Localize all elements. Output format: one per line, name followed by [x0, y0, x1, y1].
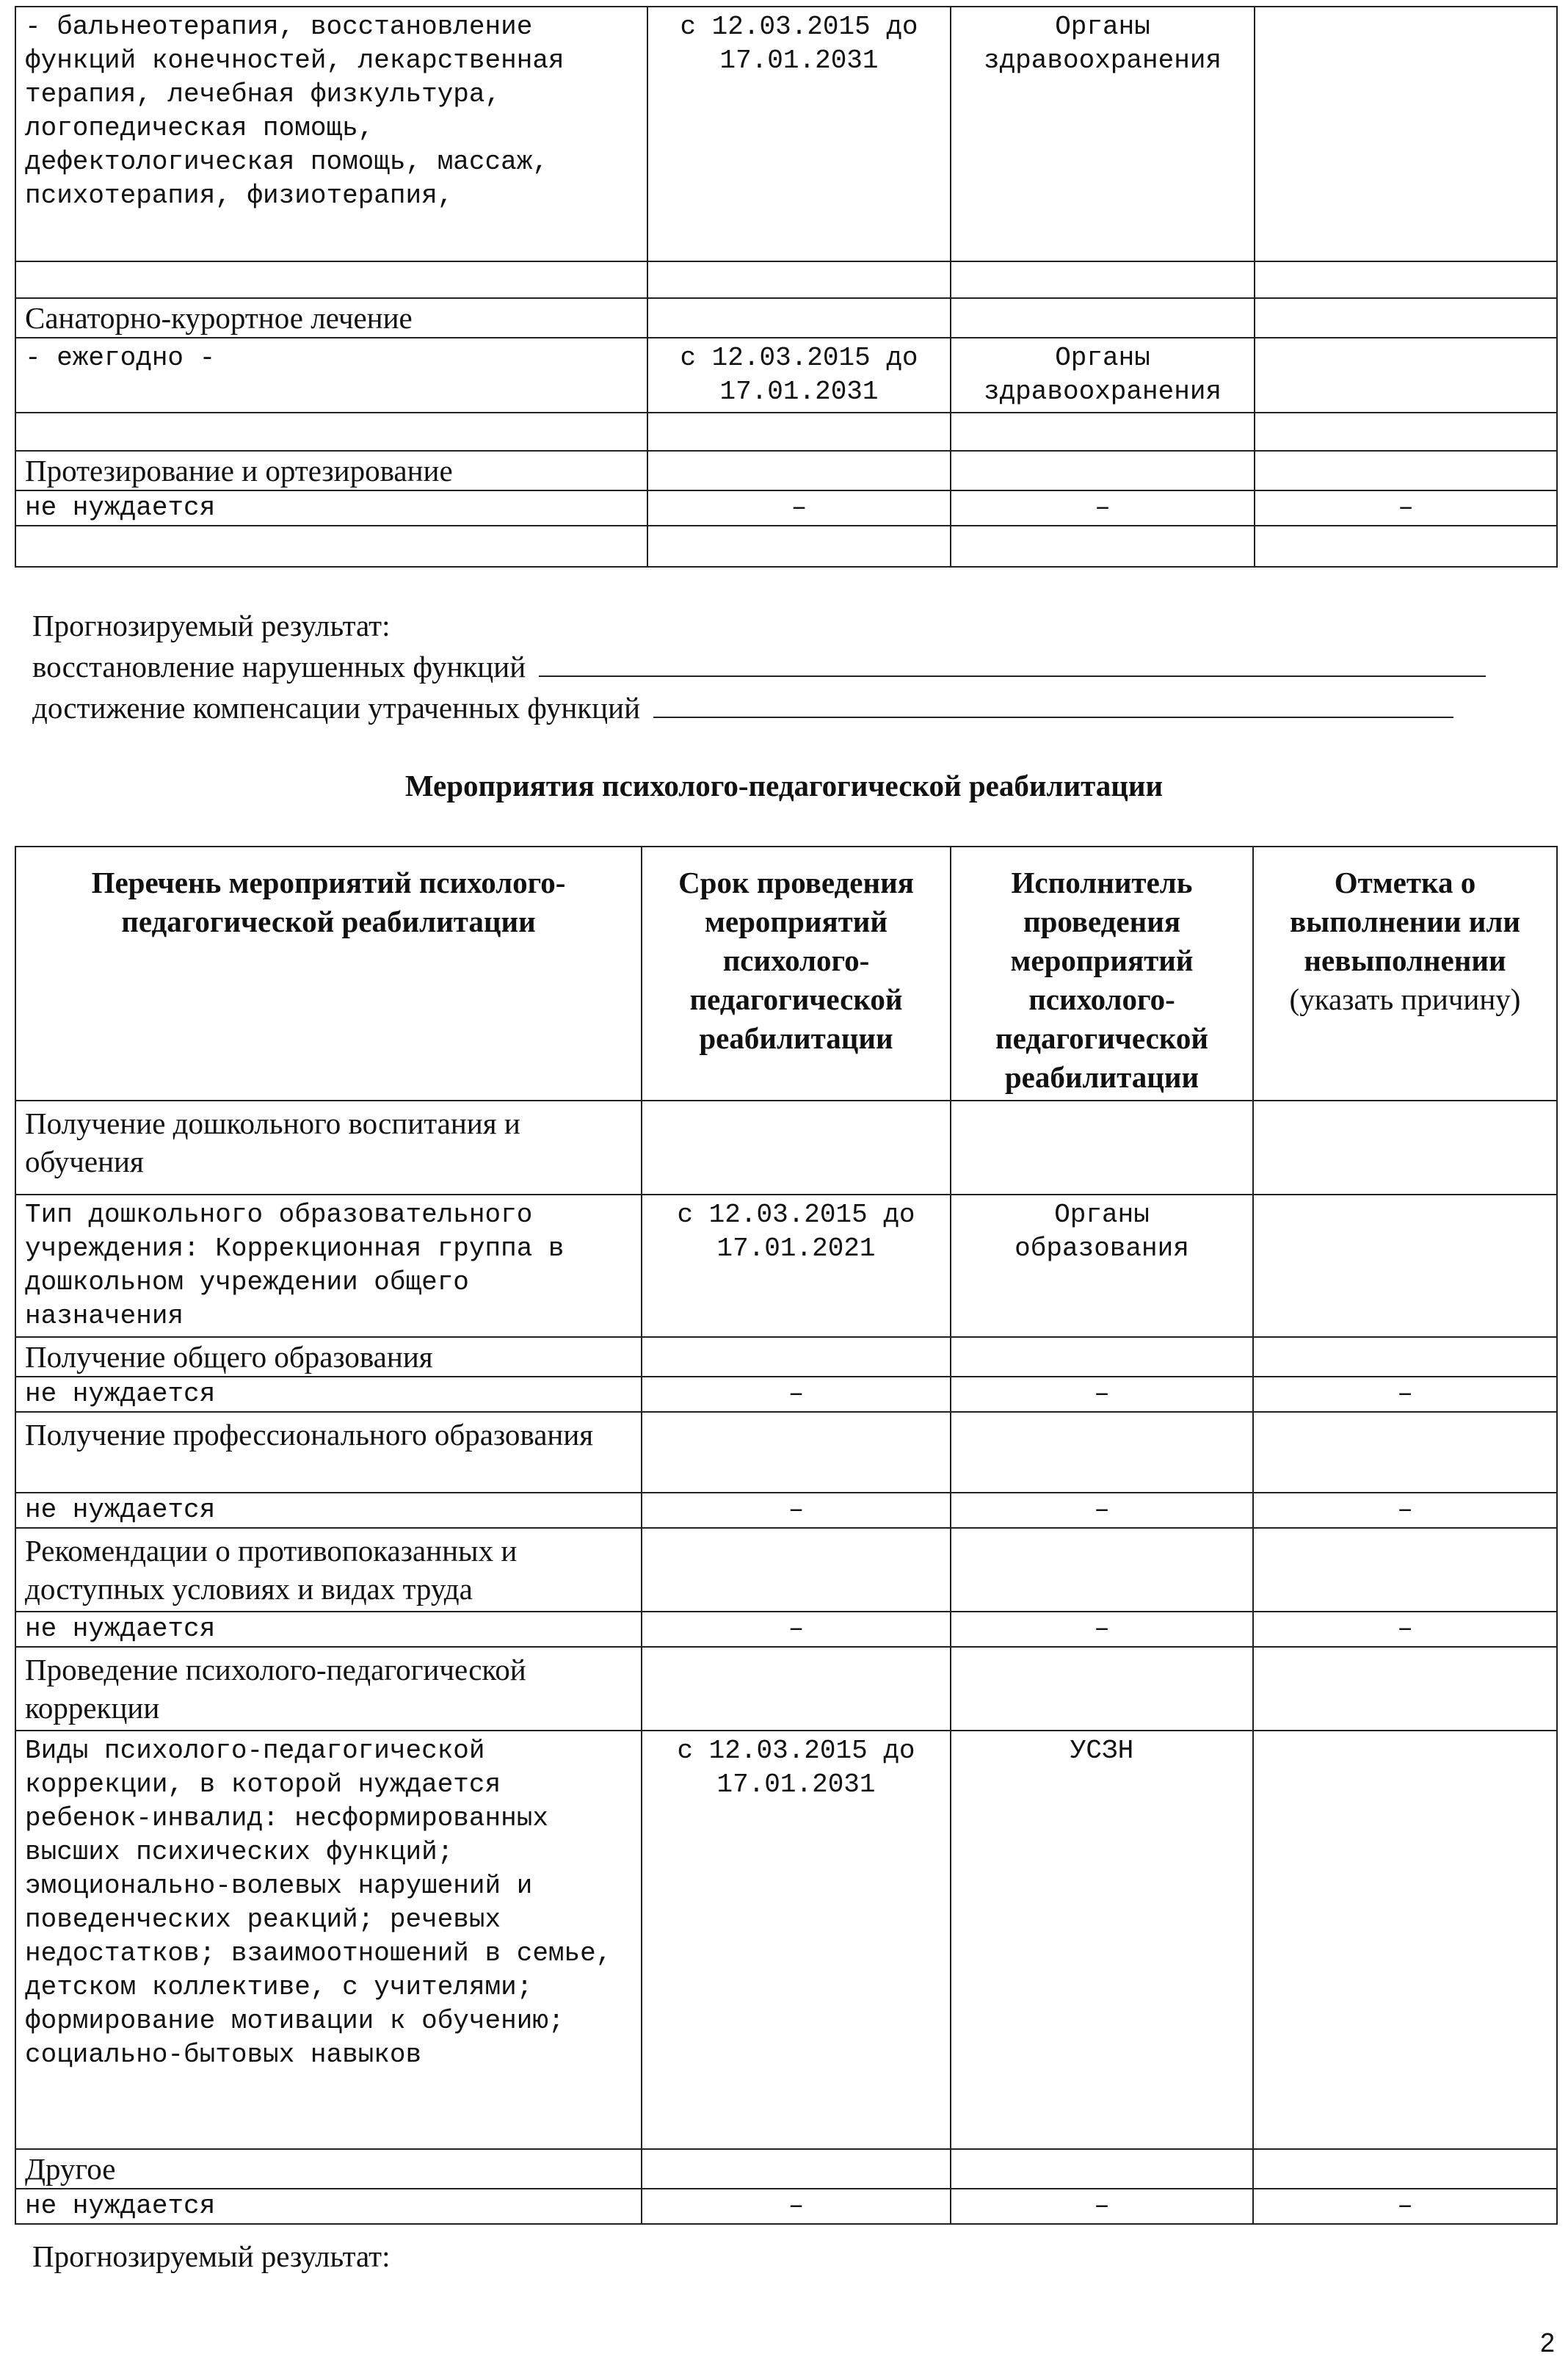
executor-cell: –	[951, 1612, 1253, 1647]
section-row	[15, 2149, 1557, 2189]
page-number: 2	[1539, 2327, 1555, 2358]
executor-cell: –	[951, 1377, 1253, 1412]
mark-cell	[1253, 1731, 1557, 2149]
forecast-title-2: Прогнозируемый результат:	[32, 2239, 391, 2273]
measure-cell: Тип дошкольного образовательного учреждения: Коррекционная группа в дошкольном учреждении общего назначения	[15, 1195, 642, 1337]
mark-cell	[1255, 7, 1557, 261]
section-title: Получение дошкольного воспитания и обучения	[15, 1101, 642, 1195]
blank-line	[653, 717, 1453, 718]
section-title: Проведение психолого-педагогической коррекции	[15, 1647, 642, 1731]
mark-cell: –	[1253, 1493, 1557, 1528]
executor-cell: Органы образования	[951, 1195, 1253, 1337]
header-term: Срок проведения мероприятий психолого-педагогической реабилитации	[642, 847, 951, 1101]
empty-row	[15, 526, 1557, 567]
table-row	[15, 490, 1557, 526]
forecast-title: Прогнозируемый результат:	[32, 609, 391, 642]
measure-cell: не нуждается	[15, 490, 647, 526]
mark-cell: –	[1253, 1612, 1557, 1647]
table-row	[15, 1195, 1557, 1337]
header-executor: Исполнитель проведения мероприятий психолого-педагогической реабилитации	[951, 847, 1253, 1101]
header-mark	[1253, 847, 1557, 1101]
section-title: Протезирование и ортезирование	[15, 451, 647, 490]
mark-cell: –	[1253, 2189, 1557, 2224]
executor-cell: Органы здравоохранения	[951, 338, 1255, 413]
forecast-result-block	[32, 605, 1486, 728]
measure-cell: - бальнеотерапия, восстановление функций конечностей, лекарственная терапия, лечебная физкультура, логопедическая помощь, дефектологическая помощь, массаж, психотерапия, физиотерапия,	[15, 7, 647, 261]
measure-cell: Виды психолого-педагогической коррекции, в которой нуждается ребенок-инвалид: несформированных высших психических функций; эмоционально-волевых нарушений и поведенческих реакций; речевых недостатков; взаимоотношений в семье, детском коллективе, с учителями; формирование мотивации к обучению; социально-бытовых навыков	[15, 1731, 642, 2149]
measure-cell: не нуждается	[15, 2189, 642, 2224]
measure-cell: - ежегодно -	[15, 338, 647, 413]
measure-cell: не нуждается	[15, 1612, 642, 1647]
table-row	[15, 1731, 1557, 2149]
mark-cell: –	[1253, 1377, 1557, 1412]
section-title: Другое	[15, 2149, 642, 2189]
forecast-line-compensation	[32, 687, 1486, 728]
term-cell: –	[642, 1612, 951, 1647]
section-row	[15, 1647, 1557, 1731]
forecast-line-label: достижение компенсации утраченных функций	[32, 691, 641, 725]
mark-cell	[1253, 1195, 1557, 1337]
table-row	[15, 7, 1557, 261]
term-cell: с 12.03.2015 до 17.01.2031	[647, 7, 951, 261]
section-row	[15, 451, 1557, 490]
empty-row	[15, 413, 1557, 451]
table-row	[15, 1377, 1557, 1412]
table-row	[15, 1612, 1557, 1647]
table-row	[15, 2189, 1557, 2224]
executor-cell: УСЗН	[951, 1731, 1253, 2149]
table-row	[15, 1493, 1557, 1528]
term-cell: –	[647, 490, 951, 526]
measure-cell: не нуждается	[15, 1493, 642, 1528]
section-title: Получение общего образования	[15, 1337, 642, 1377]
forecast-line-restore	[32, 646, 1486, 687]
section-title: Рекомендации о противопоказанных и доступных условиях и видах труда	[15, 1528, 642, 1612]
section-title: Санаторно-курортное лечение	[15, 298, 647, 338]
executor-cell: –	[951, 490, 1255, 526]
term-cell: –	[642, 1377, 951, 1412]
section-row	[15, 1337, 1557, 1377]
header-mark-note: (указать причину)	[1289, 982, 1521, 1016]
header-row	[15, 847, 1557, 1101]
empty-row	[15, 261, 1557, 298]
section-row	[15, 1101, 1557, 1195]
executor-cell: –	[951, 2189, 1253, 2224]
term-cell: с 12.03.2015 до 17.01.2031	[642, 1731, 951, 2149]
medical-rehab-table	[15, 6, 1558, 568]
executor-cell: –	[951, 1493, 1253, 1528]
measure-cell: не нуждается	[15, 1377, 642, 1412]
term-cell: с 12.03.2015 до 17.01.2021	[642, 1195, 951, 1337]
term-cell: –	[642, 2189, 951, 2224]
term-cell: –	[642, 1493, 951, 1528]
table-row	[15, 338, 1557, 413]
executor-cell: Органы здравоохранения	[951, 7, 1255, 261]
mark-cell	[1255, 338, 1557, 413]
psych-ped-rehab-table	[15, 846, 1558, 2225]
header-mark-bold: Отметка о выполнении или невыполнении	[1290, 866, 1520, 977]
section-row	[15, 1412, 1557, 1493]
forecast-line-label: восстановление нарушенных функций	[32, 650, 526, 684]
section-heading: Мероприятия психолого-педагогической реабилитации	[404, 769, 1164, 803]
blank-line	[539, 675, 1486, 677]
mark-cell: –	[1255, 490, 1557, 526]
term-cell: с 12.03.2015 до 17.01.2031	[647, 338, 951, 413]
header-measures: Перечень мероприятий психолого-педагогической реабилитации	[15, 847, 642, 1101]
section-title: Получение профессионального образования	[15, 1412, 642, 1493]
section-row	[15, 1528, 1557, 1612]
section-row	[15, 298, 1557, 338]
